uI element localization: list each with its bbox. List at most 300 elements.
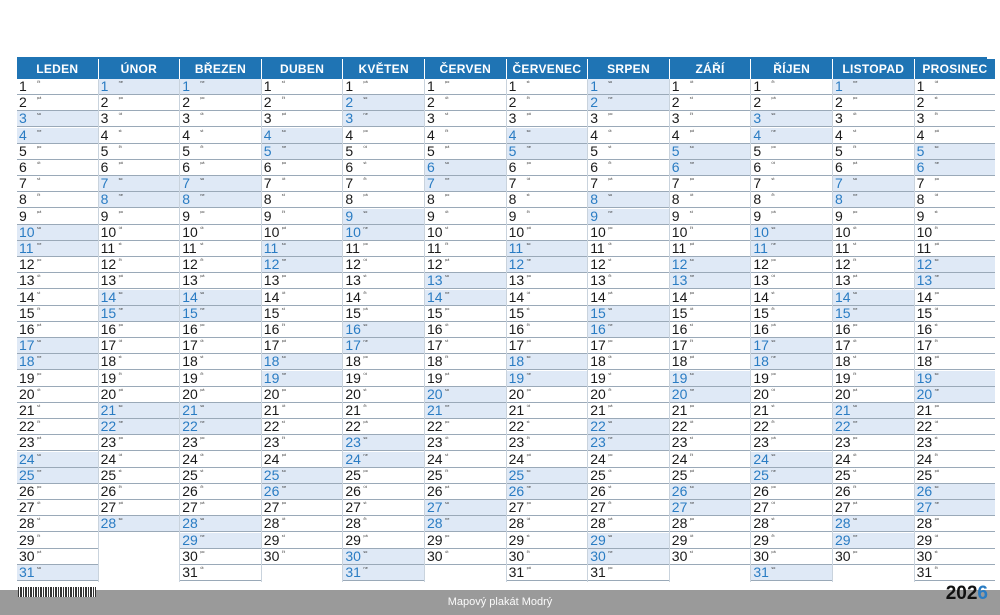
day-number: 11 [590,241,605,256]
day-cell [17,160,98,176]
day-cell [915,257,996,273]
weekday-abbr: čt [37,306,41,311]
day-number: 4 [835,127,843,143]
day-number: 20 [508,386,525,402]
day-cell [915,290,996,306]
day-number: 10 [590,224,606,240]
day-cell [670,468,751,484]
weekday-abbr: út [118,339,123,344]
day-cell [915,160,996,176]
day-cell [588,516,669,532]
day-number: 23 [427,435,443,451]
day-cell [180,403,261,419]
day-number: 9 [182,208,190,224]
day-number: 10 [671,224,688,240]
day-number: 27 [753,500,769,516]
weekday-abbr: pá [200,161,205,165]
weekday-abbr: st [281,80,285,84]
day-number: 26 [508,484,525,499]
weekday-abbr: pá [526,112,531,117]
day-number: 29 [263,532,280,548]
day-number: 29 [835,532,851,548]
day-cell [425,192,506,208]
day-cell [425,128,506,144]
weekday-abbr: pá [853,161,858,165]
weekday-abbr: po [853,549,858,554]
day-cell [670,338,751,354]
day-number: 6 [753,160,762,175]
day-cell [915,241,996,257]
day-cell [915,468,996,484]
weekday-abbr: pá [37,323,42,327]
weekday-abbr: st [853,468,857,473]
day-cell [588,468,669,484]
weekday-abbr: st [689,549,693,554]
weekday-abbr: ne [771,468,776,473]
day-number: 18 [263,354,280,370]
weekday-abbr: pá [689,468,695,473]
day-cell [751,257,832,273]
day-cell [915,192,996,208]
day-cell [751,95,832,111]
weekday-abbr: so [200,404,205,408]
weekday-abbr: st [608,485,612,489]
weekday-abbr: ne [200,306,205,311]
day-number: 7 [916,176,925,192]
day-number: 2 [100,95,109,111]
weekday-abbr: so [934,144,939,149]
weekday-abbr: ne [281,485,287,489]
day-cell [99,79,180,95]
weekday-abbr: út [363,371,367,376]
weekday-abbr: čt [37,80,41,84]
day-number: 10 [508,224,525,240]
column-separator [179,79,180,582]
day-number: 27 [508,500,525,516]
weekday-abbr: ne [934,387,939,392]
day-number: 25 [671,467,688,483]
weekday-abbr: st [37,517,41,522]
day-cell [751,273,832,289]
day-number: 14 [835,289,851,305]
day-number: 4 [427,127,435,143]
day-number: 28 [100,516,117,532]
day-cell [915,549,996,565]
weekday-abbr: st [689,96,693,101]
day-cell [17,273,98,289]
weekday-abbr: ne [853,80,858,84]
weekday-abbr: čt [853,144,857,149]
day-number: 19 [345,370,361,386]
day-cell [343,435,424,451]
weekday-abbr: so [200,290,205,295]
day-number: 15 [671,305,688,321]
day-number: 8 [753,192,762,208]
day-number: 2 [835,95,843,111]
day-cell [262,273,343,289]
weekday-abbr: pá [363,193,368,198]
day-cell [425,403,506,419]
day-cell [180,387,261,403]
weekday-abbr: ne [445,404,450,408]
day-cell [262,111,343,127]
day-number: 1 [835,79,843,94]
day-number: 9 [345,208,354,224]
day-cell [262,95,343,111]
day-cell [915,500,996,516]
weekday-abbr: po [526,387,531,392]
day-cell [17,111,98,127]
day-cell [262,435,343,451]
day-number: 20 [916,386,933,402]
weekday-abbr: st [118,355,122,360]
day-cell [425,176,506,192]
day-cell [180,273,261,289]
day-number: 10 [263,224,280,240]
day-cell [833,371,914,387]
day-cell [507,500,588,516]
weekday-abbr: pá [771,436,776,441]
day-number: 19 [427,370,443,386]
day-number: 17 [671,338,688,354]
day-number: 11 [671,241,687,256]
day-number: 23 [345,435,361,451]
weekday-abbr: ne [445,177,450,182]
day-cell [262,128,343,144]
year-prefix: 202 [945,583,978,604]
weekday-abbr: po [445,80,450,84]
day-number: 13 [671,273,688,289]
day-number: 10 [100,224,117,240]
day-number: 20 [753,386,769,402]
weekday-abbr: st [200,242,204,246]
weekday-abbr: st [934,549,938,554]
day-cell [507,273,588,289]
day-cell [670,306,751,322]
weekday-abbr: st [526,193,530,198]
day-cell [833,338,914,354]
day-cell [99,176,180,192]
day-cell [507,111,588,127]
day-cell [343,354,424,370]
day-cell [343,419,424,435]
day-number: 18 [753,354,769,370]
weekday-abbr: po [363,242,368,246]
day-number: 14 [590,289,606,305]
weekday-abbr: út [526,290,531,295]
day-number: 3 [263,111,272,127]
weekday-abbr: po [363,128,368,133]
day-cell [180,225,261,241]
day-number: 27 [19,500,35,516]
day-number: 3 [590,111,598,127]
day-number: 12 [263,257,280,273]
weekday-abbr: čt [771,306,775,311]
day-cell [833,435,914,451]
weekday-abbr: so [118,177,123,182]
day-cell [915,484,996,500]
weekday-abbr: čt [853,258,857,263]
weekday-abbr: st [771,290,775,295]
day-number: 25 [508,467,525,483]
day-cell [17,144,98,160]
day-number: 22 [427,419,443,435]
weekday-abbr: pá [118,161,123,165]
day-cell [180,192,261,208]
weekday-abbr: so [608,306,613,311]
day-number: 20 [590,386,606,402]
weekday-abbr: so [934,371,939,376]
weekday-abbr: ne [689,274,695,279]
day-cell [670,257,751,273]
day-number: 22 [671,419,688,435]
day-cell [180,322,261,338]
day-cell [915,128,996,144]
weekday-abbr: čt [281,323,286,327]
day-cell [588,435,669,451]
day-cell [670,419,751,435]
weekday-abbr: ne [853,420,858,425]
day-number: 26 [263,484,280,499]
day-cell [507,176,588,192]
month-header-10: LISTOPAD [833,59,914,79]
day-cell [751,306,832,322]
weekday-abbr: ne [37,355,42,360]
weekday-abbr: pá [37,549,42,554]
day-number: 25 [916,467,933,483]
weekday-abbr: ne [37,242,42,246]
weekday-abbr: so [37,225,41,230]
day-number: 1 [100,79,109,94]
weekday-abbr: po [363,468,368,473]
day-number: 29 [916,532,933,548]
day-cell [751,549,832,565]
day-number: 22 [263,419,280,435]
weekday-abbr: út [200,225,204,230]
day-number: 11 [263,241,279,256]
weekday-abbr: so [37,566,41,570]
day-number: 7 [263,176,272,192]
day-number: 10 [427,224,443,240]
day-number: 26 [100,484,117,499]
day-number: 23 [263,435,280,451]
weekday-abbr: út [608,468,612,473]
weekday-abbr: st [445,339,449,344]
weekday-abbr: čt [771,193,775,198]
day-cell [588,500,669,516]
day-cell [670,500,751,516]
weekday-abbr: ne [118,420,123,425]
day-cell [670,322,751,338]
day-cell [507,387,588,403]
day-number: 14 [345,289,361,305]
day-cell [670,452,751,468]
weekday-abbr: út [689,80,694,84]
weekday-abbr: pá [200,501,205,506]
day-cell [99,387,180,403]
day-cell [833,322,914,338]
day-number: 16 [508,322,525,337]
weekday-abbr: čt [118,258,122,263]
day-number: 24 [671,451,688,467]
day-cell [751,176,832,192]
day-number: 16 [835,322,851,337]
day-cell [425,484,506,500]
weekday-abbr: po [608,112,613,117]
weekday-abbr: ne [608,209,613,214]
day-number: 3 [19,111,27,127]
day-number: 30 [590,548,606,564]
weekday-abbr: so [934,258,939,263]
day-cell [751,144,832,160]
day-cell [751,403,832,419]
day-number: 27 [835,500,851,516]
weekday-abbr: ne [608,323,613,327]
day-cell [425,516,506,532]
day-cell [751,565,832,581]
day-cell [17,290,98,306]
day-number: 7 [508,176,517,192]
day-number: 10 [19,224,35,240]
day-number: 30 [19,548,35,564]
day-cell [99,435,180,451]
day-cell [507,79,588,95]
weekday-abbr: so [281,355,286,360]
day-number: 28 [345,516,361,532]
day-number: 6 [100,160,109,175]
day-number: 30 [835,548,851,564]
weekday-abbr: pá [445,258,450,263]
day-cell [343,452,424,468]
day-number: 10 [753,224,769,240]
day-number: 10 [835,224,851,240]
weekday-abbr: ne [363,452,368,457]
day-number: 12 [345,257,361,273]
day-cell [670,128,751,144]
weekday-abbr: po [608,339,613,344]
day-number: 12 [427,257,443,273]
weekday-abbr: so [118,404,123,408]
weekday-abbr: čt [689,452,694,457]
day-cell [343,192,424,208]
weekday-abbr: út [445,209,449,214]
day-cell [17,225,98,241]
weekday-abbr: po [200,436,205,441]
weekday-abbr: st [200,128,204,133]
day-cell [425,533,506,549]
day-number: 9 [19,208,27,224]
weekday-abbr: út [853,339,857,344]
day-cell [751,79,832,95]
day-cell [915,209,996,225]
weekday-abbr: pá [445,485,450,489]
weekday-abbr: po [37,144,42,149]
day-cell [262,306,343,322]
day-number: 29 [19,532,35,548]
weekday-abbr: ne [200,80,205,84]
day-cell [507,549,588,565]
weekday-abbr: ne [363,225,368,230]
day-cell [751,338,832,354]
month-header-8: ZÁŘÍ [670,59,751,79]
day-number: 5 [753,143,762,159]
day-cell [17,435,98,451]
day-number: 7 [671,176,680,192]
day-number: 5 [835,143,843,159]
day-cell [17,306,98,322]
month-header-0: LEDEN [17,59,98,79]
day-number: 23 [753,435,769,451]
day-number: 3 [508,111,517,127]
day-cell [343,273,424,289]
column-separator [98,79,99,582]
day-cell [588,549,669,565]
weekday-abbr: st [771,177,775,182]
weekday-abbr: út [689,420,694,425]
weekday-abbr: st [200,468,204,473]
day-number: 8 [19,192,27,208]
day-cell [343,516,424,532]
weekday-abbr: pá [689,128,695,133]
day-cell [751,225,832,241]
day-cell [507,354,588,370]
weekday-abbr: st [853,355,857,360]
weekday-abbr: po [608,225,613,230]
weekday-abbr: pá [37,96,42,101]
day-cell [833,403,914,419]
day-number: 6 [345,160,354,175]
day-cell [670,354,751,370]
weekday-abbr: st [526,80,530,84]
weekday-abbr: pá [771,96,776,101]
day-cell [588,95,669,111]
day-number: 1 [753,79,762,94]
day-cell [670,484,751,500]
day-cell [507,371,588,387]
weekday-abbr: pá [118,501,123,506]
weekday-abbr: út [363,258,367,263]
day-number: 18 [100,354,117,370]
weekday-abbr: po [853,209,858,214]
day-number: 31 [753,565,769,580]
weekday-abbr: út [37,387,41,392]
day-number: 27 [916,500,933,516]
column-separator [424,79,425,582]
weekday-abbr: út [281,517,286,522]
day-cell [262,484,343,500]
day-cell [17,354,98,370]
day-number: 20 [835,386,851,402]
day-number: 27 [671,500,688,516]
day-number: 14 [916,289,933,305]
weekday-abbr: po [689,177,695,182]
day-cell [670,290,751,306]
day-cell [833,241,914,257]
day-cell [915,225,996,241]
day-number: 11 [753,241,768,256]
day-cell [99,371,180,387]
day-cell [833,452,914,468]
weekday-abbr: so [689,258,694,263]
day-number: 24 [916,451,933,467]
day-cell [425,500,506,516]
day-cell [99,192,180,208]
day-cell [99,95,180,111]
day-number: 2 [427,95,435,111]
day-number: 27 [345,500,361,516]
day-cell [751,209,832,225]
weekday-abbr: so [771,112,776,117]
